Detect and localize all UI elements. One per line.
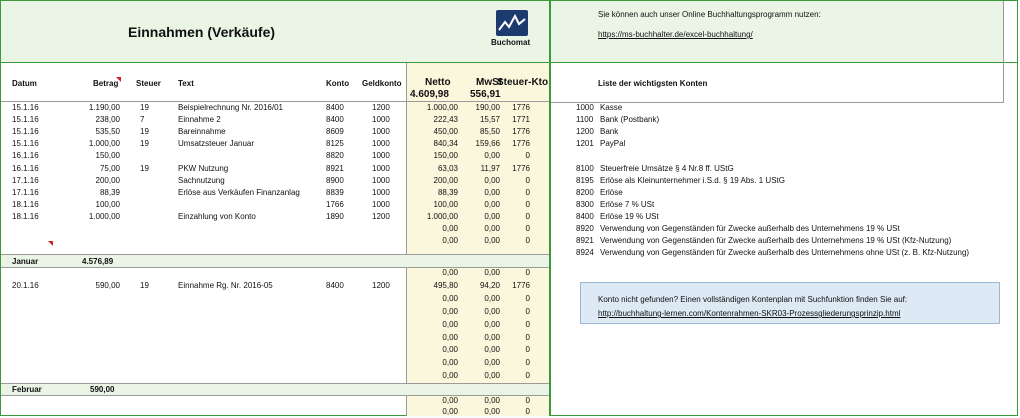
cell-betrag[interactable]: 535,50 xyxy=(95,127,120,137)
cell-stk[interactable]: 0 xyxy=(525,236,530,246)
month-line-feb-top xyxy=(1,383,549,384)
cell-geld[interactable]: 1000 xyxy=(372,127,390,137)
account-number: 8195 xyxy=(576,175,594,185)
cell-text[interactable]: Erlöse aus Verkäufen Finanzanlag xyxy=(178,187,300,197)
cell-konto[interactable]: 8400 xyxy=(326,280,344,290)
account-number: 8100 xyxy=(576,163,594,173)
cell-mwst[interactable]: 0,00 xyxy=(484,175,500,185)
col-header-netto: Netto xyxy=(425,77,451,88)
col-header-datum: Datum xyxy=(12,79,37,88)
cell-steuer[interactable]: 19 xyxy=(140,280,149,290)
cell-datum[interactable]: 18.1.16 xyxy=(12,199,39,209)
cell-netto[interactable]: 0,00 xyxy=(442,268,458,277)
cell-betrag[interactable]: 75,00 xyxy=(99,163,120,173)
info-link[interactable]: http://buchhaltung-lernen.com/Kontenrahmen-SKR03-Prozessgliederungsprinzip.html xyxy=(598,309,901,318)
account-number: 1201 xyxy=(576,139,594,149)
cell-datum[interactable]: 20.1.16 xyxy=(12,280,39,290)
cell-stk[interactable]: 0 xyxy=(525,396,530,405)
cell-netto[interactable]: 840,34 xyxy=(433,139,458,149)
cell-betrag[interactable]: 1.000,00 xyxy=(88,211,120,221)
account-number: 8400 xyxy=(576,211,594,221)
cell-geld[interactable]: 1200 xyxy=(372,211,390,221)
cell-stk[interactable]: 1776 xyxy=(512,163,530,173)
account-name: Verwendung von Gegenständen für Zwecke außerhalb des Unternehmens 19 % USt xyxy=(600,224,900,233)
account-name: Bank (Postbank) xyxy=(600,115,660,125)
cell-betrag[interactable]: 590,00 xyxy=(95,280,120,290)
cell-steuer[interactable]: 19 xyxy=(140,139,149,149)
cell-geld[interactable]: 1000 xyxy=(372,115,390,125)
cell-stk[interactable]: 0 xyxy=(525,406,530,416)
cell-mwst[interactable]: 0,00 xyxy=(484,332,500,342)
cell-mwst[interactable]: 0,00 xyxy=(484,211,500,221)
cell-stk[interactable]: 0 xyxy=(525,151,530,161)
cell-netto[interactable]: 0,00 xyxy=(442,371,458,381)
cell-stk[interactable]: 0 xyxy=(525,175,530,185)
cell-netto[interactable]: 63,03 xyxy=(437,163,458,173)
promo-link[interactable]: https://ms-buchhalter.de/excel-buchhaltung/ xyxy=(598,30,753,39)
cell-stk[interactable]: 0 xyxy=(525,306,530,316)
cell-stk[interactable]: 0 xyxy=(525,319,530,329)
cell-netto[interactable]: 0,00 xyxy=(442,319,458,329)
netto-total: 4.609,98 xyxy=(410,89,449,100)
cell-datum[interactable]: 15.1.16 xyxy=(12,139,39,149)
cell-konto[interactable]: 8125 xyxy=(326,139,344,149)
cell-mwst[interactable]: 0,00 xyxy=(484,293,500,303)
cell-betrag[interactable]: 100,00 xyxy=(95,199,120,209)
cell-mwst[interactable]: 0,00 xyxy=(484,268,500,277)
account-number: 1100 xyxy=(576,115,594,125)
cell-geld[interactable]: 1000 xyxy=(372,175,390,185)
cell-konto[interactable]: 8400 xyxy=(326,115,344,125)
mwst-total: 556,91 xyxy=(470,89,501,100)
vertical-divider xyxy=(549,1,551,416)
cell-stk[interactable]: 1776 xyxy=(512,127,530,137)
cell-text[interactable]: Beispielrechnung Nr. 2016/01 xyxy=(178,103,283,112)
cell-datum[interactable]: 16.1.16 xyxy=(12,151,39,161)
cell-geld[interactable]: 1000 xyxy=(372,151,390,161)
cell-stk[interactable]: 1771 xyxy=(512,115,530,125)
cell-geld[interactable]: 1000 xyxy=(372,187,390,197)
cell-mwst[interactable]: 0,00 xyxy=(484,199,500,209)
cell-datum[interactable]: 15.1.16 xyxy=(12,103,39,112)
comment-marker xyxy=(48,241,53,246)
cell-mwst[interactable]: 190,00 xyxy=(475,103,500,112)
cell-konto[interactable]: 1890 xyxy=(326,211,344,221)
account-name: Erlöse 7 % USt xyxy=(600,199,655,209)
table-header-line xyxy=(1,101,549,102)
right-divider xyxy=(1003,1,1004,103)
cell-mwst[interactable]: 0,00 xyxy=(484,224,500,233)
cell-mwst[interactable]: 94,20 xyxy=(479,280,500,290)
cell-betrag[interactable]: 1.000,00 xyxy=(88,139,120,149)
cell-text[interactable]: Einzahlung von Konto xyxy=(178,211,256,221)
cell-steuer[interactable]: 19 xyxy=(140,163,149,173)
account-name: Kasse xyxy=(600,103,623,112)
account-number: 8200 xyxy=(576,187,594,197)
month-label-jan: Januar xyxy=(12,257,39,266)
account-name: Verwendung von Gegenständen für Zwecke außerhalb des Unternehmens 19 % USt (Kfz-Nutzung) xyxy=(600,236,952,246)
cell-netto[interactable]: 0,00 xyxy=(442,406,458,416)
cell-netto[interactable]: 222,43 xyxy=(433,115,458,125)
cell-mwst[interactable]: 0,00 xyxy=(484,187,500,197)
account-name: Steuerfreie Umsätze § 4 Nr.8 ff. UStG xyxy=(600,163,734,173)
cell-netto[interactable]: 0,00 xyxy=(442,358,458,368)
cell-geld[interactable]: 1000 xyxy=(372,163,390,173)
col-header-mwst: MwSt xyxy=(476,77,503,88)
cell-stk[interactable]: 0 xyxy=(525,224,530,233)
cell-stk[interactable]: 0 xyxy=(525,358,530,368)
col-header-konto: Konto xyxy=(326,79,350,88)
cell-netto[interactable]: 100,00 xyxy=(433,199,458,209)
account-name: Verwendung von Gegenständen für Zwecke außerhalb des Unternehmens ohne USt (z. B. Kfz-Nutzung) xyxy=(600,248,970,258)
cell-stk[interactable]: 0 xyxy=(525,371,530,381)
cell-netto[interactable]: 495,80 xyxy=(433,280,458,290)
cell-stk[interactable]: 1776 xyxy=(512,139,530,149)
cell-datum[interactable]: 15.1.16 xyxy=(12,115,39,125)
account-number: 1200 xyxy=(576,127,594,137)
logo-text: Buchomat xyxy=(491,38,531,47)
cell-stk[interactable]: 0 xyxy=(525,187,530,197)
cell-datum[interactable]: 17.1.16 xyxy=(12,175,39,185)
account-name: Erlöse xyxy=(600,187,623,197)
cell-mwst[interactable]: 0,00 xyxy=(484,236,500,246)
cell-mwst[interactable]: 159,66 xyxy=(475,139,500,149)
cell-text[interactable]: Umsatzsteuer Januar xyxy=(178,139,255,149)
cell-betrag[interactable]: 238,00 xyxy=(95,115,120,125)
cell-steuer[interactable]: 7 xyxy=(140,115,145,125)
cell-steuer[interactable]: 19 xyxy=(140,127,149,137)
cell-mwst[interactable]: 0,00 xyxy=(484,345,500,355)
accounts-title: Liste der wichtigsten Konten xyxy=(598,79,708,88)
cell-netto[interactable]: 0,00 xyxy=(442,224,458,233)
cell-datum[interactable]: 17.1.16 xyxy=(12,187,39,197)
cell-netto[interactable]: 0,00 xyxy=(442,236,458,246)
col-header-steuer: Steuer xyxy=(136,79,161,88)
cell-text[interactable]: Bareinnahme xyxy=(178,127,226,137)
cell-netto[interactable]: 150,00 xyxy=(433,151,458,161)
cell-stk[interactable]: 1776 xyxy=(512,280,530,290)
cell-netto[interactable]: 1.000,00 xyxy=(426,211,458,221)
month-label-feb: Februar xyxy=(12,385,42,394)
cell-stk[interactable]: 0 xyxy=(525,268,530,277)
buchomat-logo xyxy=(496,10,528,36)
cell-mwst[interactable]: 0,00 xyxy=(484,396,500,405)
cell-konto[interactable]: 8400 xyxy=(326,103,344,112)
col-header-steuer-kto: Steuer-Kto xyxy=(497,77,549,88)
month-line-jan-top xyxy=(1,254,549,255)
cell-netto[interactable]: 88,39 xyxy=(437,187,458,197)
cell-datum[interactable]: 15.1.16 xyxy=(12,127,39,137)
cell-netto[interactable]: 1.000,00 xyxy=(426,103,458,112)
cell-text[interactable]: Einnahme 2 xyxy=(178,115,221,125)
cell-betrag[interactable]: 200,00 xyxy=(95,175,120,185)
cell-stk[interactable]: 0 xyxy=(525,211,530,221)
cell-betrag[interactable]: 150,00 xyxy=(95,151,120,161)
account-name: Bank xyxy=(600,127,619,137)
cell-mwst[interactable]: 0,00 xyxy=(484,358,500,368)
cell-stk[interactable]: 0 xyxy=(525,345,530,355)
cell-geld[interactable]: 1000 xyxy=(372,139,390,149)
cell-konto[interactable]: 1766 xyxy=(326,199,344,209)
promo-text: Sie können auch unser Online Buchhaltungsprogramm nutzen: xyxy=(598,10,821,19)
cell-netto[interactable]: 0,00 xyxy=(442,306,458,316)
cell-konto[interactable]: 8609 xyxy=(326,127,344,137)
cell-mwst[interactable]: 15,57 xyxy=(479,115,500,125)
cell-konto[interactable]: 8921 xyxy=(326,163,344,173)
cell-konto[interactable]: 8839 xyxy=(326,187,344,197)
cell-stk[interactable]: 1776 xyxy=(512,103,530,112)
cell-mwst[interactable]: 0,00 xyxy=(484,151,500,161)
cell-text[interactable]: PKW Nutzung xyxy=(178,163,229,173)
cell-text[interactable]: Einnahme Rg. Nr. 2016-05 xyxy=(178,280,273,290)
cell-geld[interactable]: 1200 xyxy=(372,103,390,112)
month-value-jan: 4.576,89 xyxy=(82,257,114,266)
header-top-line xyxy=(1,62,1017,63)
netto-col-left xyxy=(406,63,407,416)
col-header-text: Text xyxy=(178,79,194,88)
col-header-geldkonto: Geldkonto xyxy=(362,79,402,88)
account-name: Erlöse als Kleinunternehmer i.S.d. § 19 Abs. 1 UStG xyxy=(600,175,785,185)
page-title: Einnahmen (Verkäufe) xyxy=(128,24,276,40)
cell-konto[interactable]: 8900 xyxy=(326,175,344,185)
cell-mwst[interactable]: 85,50 xyxy=(479,127,500,137)
col-header-betrag: Betrag xyxy=(93,79,119,88)
account-name: PayPal xyxy=(600,139,626,149)
cell-geld[interactable]: 1200 xyxy=(372,280,390,290)
cell-datum[interactable]: 18.1.16 xyxy=(12,211,39,221)
cell-mwst[interactable]: 11,97 xyxy=(480,163,500,173)
account-number: 8300 xyxy=(576,199,594,209)
cell-mwst[interactable]: 0,00 xyxy=(484,371,500,381)
comment-marker xyxy=(116,77,121,82)
cell-netto[interactable]: 450,00 xyxy=(433,127,458,137)
cell-mwst[interactable]: 0,00 xyxy=(484,406,500,416)
account-name: Erlöse 19 % USt xyxy=(600,211,659,221)
cell-netto[interactable]: 0,00 xyxy=(442,332,458,342)
account-number: 8921 xyxy=(576,236,594,246)
cell-netto[interactable]: 0,00 xyxy=(442,396,458,405)
cell-netto[interactable]: 0,00 xyxy=(442,293,458,303)
cell-steuer[interactable]: 19 xyxy=(140,103,149,112)
account-number: 8920 xyxy=(576,224,594,233)
cell-stk[interactable]: 0 xyxy=(525,332,530,342)
cell-betrag[interactable]: 88,39 xyxy=(99,187,120,197)
account-number: 8924 xyxy=(576,248,594,258)
month-value-feb: 590,00 xyxy=(90,385,115,394)
cell-mwst[interactable]: 0,00 xyxy=(484,306,500,316)
cell-geld[interactable]: 1000 xyxy=(372,199,390,209)
cell-betrag[interactable]: 1.190,00 xyxy=(88,103,120,112)
cell-netto[interactable]: 0,00 xyxy=(442,345,458,355)
account-number: 1000 xyxy=(576,103,594,112)
cell-konto[interactable]: 8820 xyxy=(326,151,344,161)
cell-netto[interactable]: 200,00 xyxy=(433,175,458,185)
cell-text[interactable]: Sachnutzung xyxy=(178,175,225,185)
cell-mwst[interactable]: 0,00 xyxy=(484,319,500,329)
cell-datum[interactable]: 16.1.16 xyxy=(12,163,39,173)
cell-stk[interactable]: 0 xyxy=(525,199,530,209)
info-text: Konto nicht gefunden? Einen vollständigen Kontenplan mit Suchfunktion finden Sie auf: xyxy=(598,295,908,304)
cell-stk[interactable]: 0 xyxy=(525,293,530,303)
